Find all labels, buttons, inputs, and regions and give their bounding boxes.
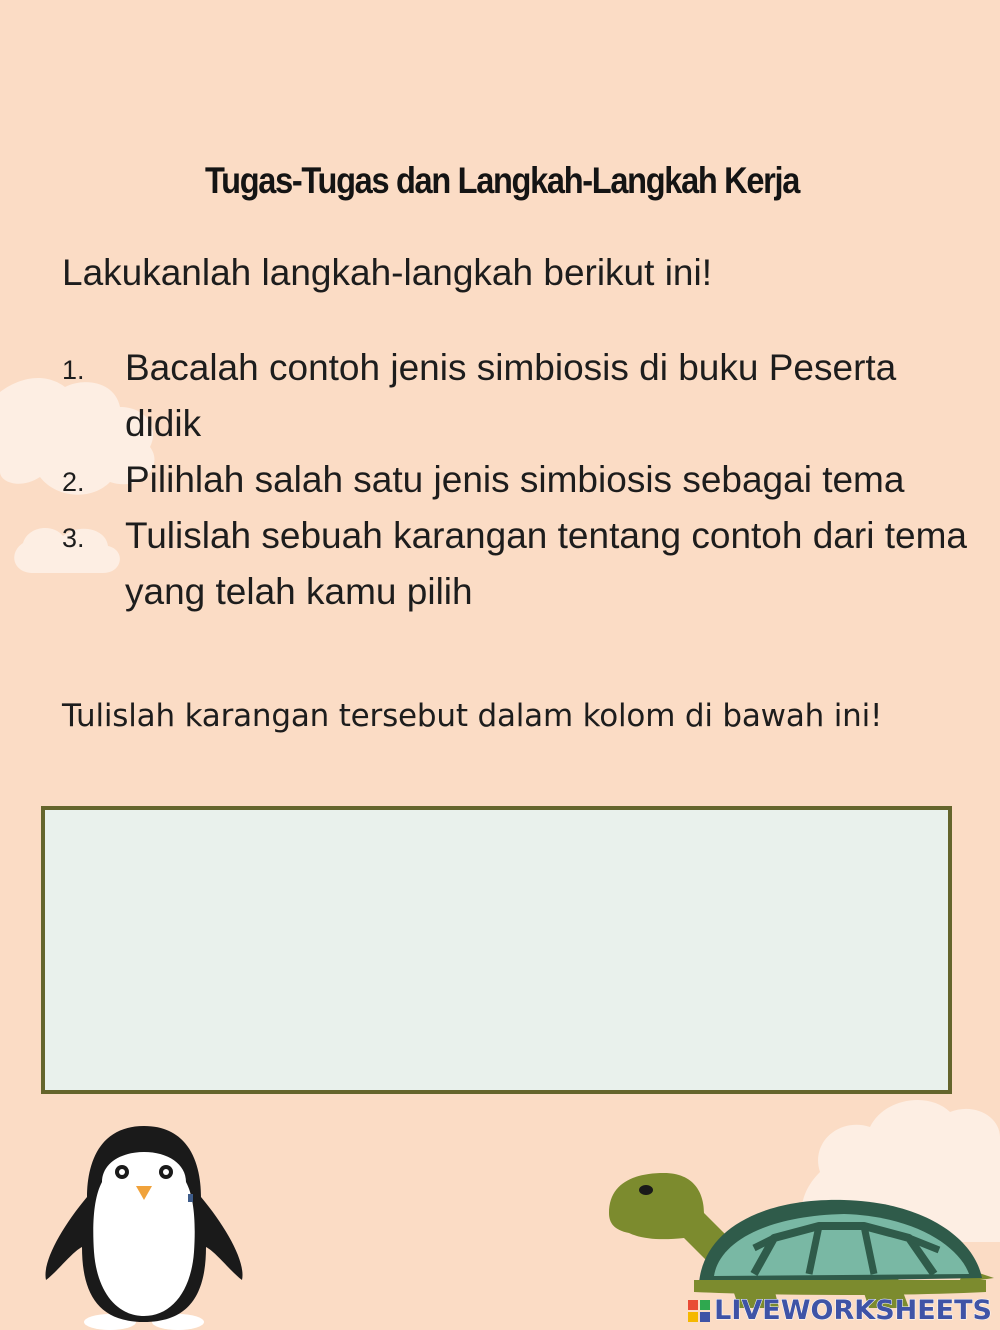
- essay-answer-input[interactable]: [41, 806, 952, 1094]
- turtle-icon: [604, 1168, 994, 1308]
- step-text: Bacalah contoh jenis simbiosis di buku Peserta didik: [125, 347, 897, 444]
- step-item: [62, 340, 972, 452]
- page-title: Tugas-Tugas dan Langkah-Langkah Kerja: [205, 160, 800, 201]
- step-text: Pilihlah salah satu jenis simbiosis sebagai tema: [125, 459, 905, 500]
- intro-text: Lakukanlah langkah-langkah berikut ini!: [62, 252, 712, 293]
- step-item: [62, 452, 972, 508]
- liveworksheets-brand: [688, 1295, 992, 1326]
- step-number: 3.: [62, 523, 85, 553]
- step-item: [62, 508, 972, 620]
- liveworksheets-logo-icon: [688, 1300, 710, 1322]
- step-text: Tulislah sebuah karangan tentang contoh dari tema yang telah kamu pilih: [125, 515, 967, 612]
- step-number: 1.: [62, 355, 85, 385]
- steps-list: [62, 340, 972, 620]
- brand-name: LIVEWORKSHEETS: [714, 1295, 992, 1326]
- penguin-icon: [42, 1122, 247, 1330]
- instruction-text: Tulislah karangan tersebut dalam kolom di bawah ini!: [62, 698, 883, 734]
- step-number: 2.: [62, 467, 85, 497]
